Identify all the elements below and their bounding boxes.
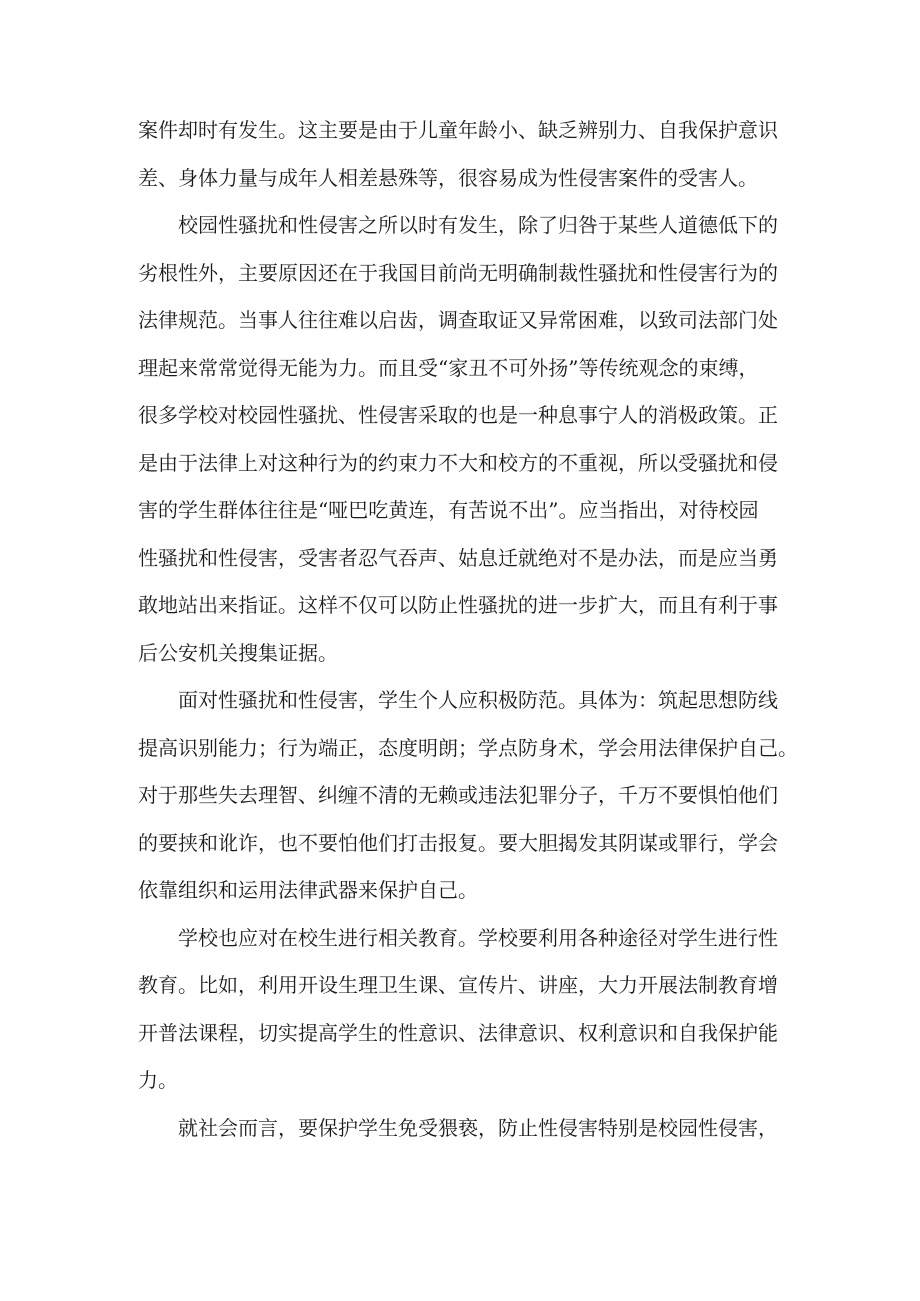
- text-line: 提高识别能力；行为端正，态度明朗；学点防身术，学会用法律保护自己。: [138, 735, 798, 760]
- text-line: 性骚扰和性侵害，受害者忍气吞声、姑息迁就绝对不是办法，而是应当勇: [138, 545, 778, 570]
- text-line: 的要挟和讹诈，也不要怕他们打击报复。要大胆揭发其阴谋或罪行，学会: [138, 830, 778, 855]
- text-line: 就社会而言，要保护学生免受猥亵，防止性侵害特别是校园性侵害，: [178, 1115, 778, 1140]
- text-line: 后公安机关搜集证据。: [138, 640, 338, 665]
- text-line: 劣根性外，主要原因还在于我国目前尚无明确制裁性骚扰和性侵害行为的: [138, 260, 778, 285]
- paragraph-1: [138, 107, 788, 202]
- text-line: 依靠组织和运用法律武器来保护自己。: [138, 878, 478, 902]
- text-line: 法律规范。当事人往往难以启齿，调查取证又异常困难，以致司法部门处: [138, 308, 778, 332]
- paragraph-3: [138, 677, 798, 915]
- paragraph-5: [138, 1105, 788, 1153]
- text-line: 很多学校对校园性骚扰、性侵害采取的也是一种息事宁人的消极政策。正: [138, 403, 778, 427]
- text-line: 敢地站出来指证。这样不仅可以防止性骚扰的进一步扩大，而且有利于事: [138, 593, 778, 617]
- text-line: 案件却时有发生。这主要是由于儿童年龄小、缺乏辨别力、自我保护意识: [138, 118, 778, 142]
- paragraph-4: [138, 915, 788, 1105]
- text-line: 害的学生群体往往是“哑巴吃黄连，有苦说不出”。应当指出，对待校园: [138, 498, 759, 522]
- text-line: 力。: [138, 1068, 178, 1092]
- text-line: 是由于法律上对这种行为的约束力不大和校方的不重视，所以受骚扰和侵: [138, 450, 778, 475]
- text-line: 开普法课程，切实提高学生的性意识、法律意识、权利意识和自我保护能: [138, 1020, 778, 1045]
- paragraph-2: [138, 202, 788, 677]
- text-line: 教育。比如，利用开设生理卫生课、宣传片、讲座，大力开展法制教育增: [138, 973, 778, 997]
- text-line: 对于那些失去理智、纠缠不清的无赖或违法犯罪分子，千万不要惧怕他们: [138, 783, 778, 807]
- document-body: [138, 107, 798, 1152]
- text-line: 学校也应对在校生进行相关教育。学校要利用各种途径对学生进行性: [178, 925, 778, 950]
- text-line: 理起来常常觉得无能为力。而且受“家丑不可外扬”等传统观念的束缚，: [138, 355, 759, 380]
- text-line: 面对性骚扰和性侵害，学生个人应积极防范。具体为：筑起思想防线: [178, 688, 778, 712]
- text-line: 差、身体力量与成年人相差悬殊等，很容易成为性侵害案件的受害人。: [138, 165, 758, 190]
- text-line: 校园性骚扰和性侵害之所以时有发生，除了归咎于某些人道德低下的: [178, 213, 778, 237]
